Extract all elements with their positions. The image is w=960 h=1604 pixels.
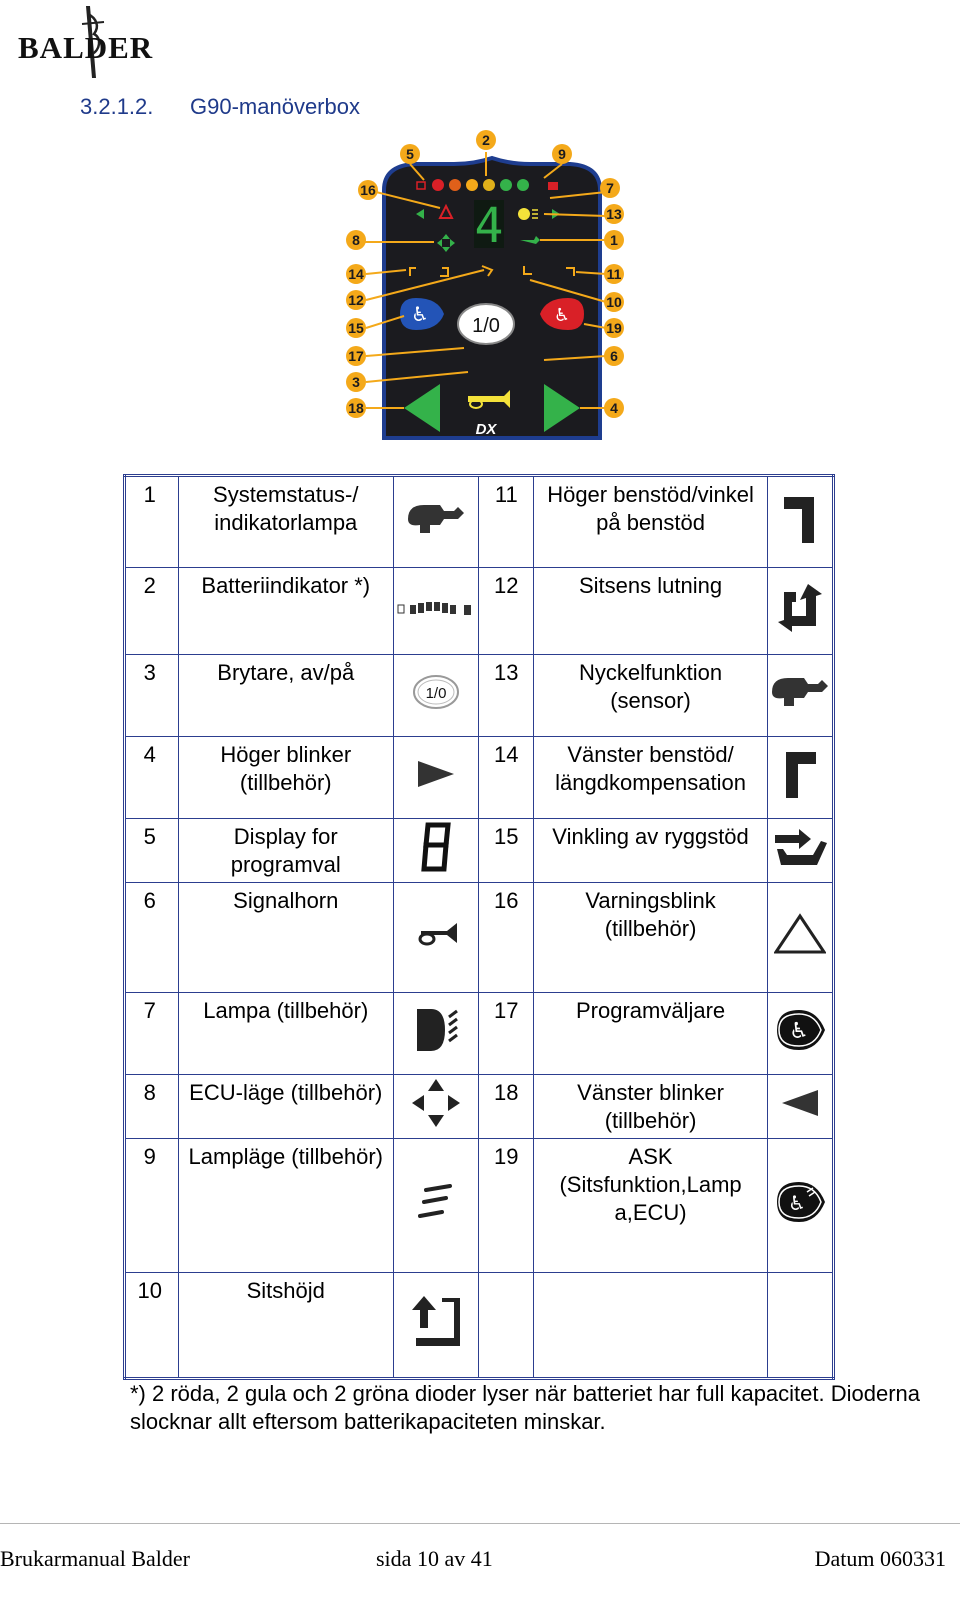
lamp-mode-icon	[416, 1182, 456, 1229]
key-icon	[768, 674, 832, 717]
control-panel-figure	[344, 128, 640, 454]
item-description: Brytare, av/på	[178, 655, 393, 737]
item-icon-cell	[768, 883, 834, 993]
callout-number: 11	[606, 266, 622, 282]
callout-number: 19	[606, 320, 622, 336]
footer-manual-title: Brukarmanual Balder	[0, 1546, 190, 1571]
item-number: 9	[125, 1139, 179, 1273]
callout-number: 17	[348, 348, 364, 364]
item-description: Lampläge (tillbehör)	[178, 1139, 393, 1273]
item-description: Höger blinker (tillbehör)	[178, 737, 393, 819]
item-icon-cell	[768, 819, 834, 883]
item-description: Display for programval	[178, 819, 393, 883]
item-number: 14	[479, 737, 534, 819]
svg-text:♿: ♿	[788, 1191, 806, 1215]
item-description: Systemstatus-/ indikatorlampa	[178, 476, 393, 568]
legend-row	[125, 568, 834, 655]
item-icon-cell	[393, 568, 479, 655]
callout-number: 18	[348, 400, 364, 416]
item-icon-cell	[393, 819, 479, 883]
item-description: Vänster blinker (tillbehör)	[534, 1075, 768, 1139]
item-icon-cell	[393, 883, 479, 993]
item-icon-cell	[393, 476, 479, 568]
legend-row	[125, 883, 834, 993]
callout-number: 10	[606, 294, 622, 310]
key-icon	[404, 501, 468, 544]
callout-number: 4	[610, 400, 618, 416]
item-number: 12	[479, 568, 534, 655]
left-leg-rest-icon	[780, 746, 820, 809]
callout-number: 16	[360, 182, 376, 198]
seat-height-icon	[410, 1294, 462, 1357]
logo-text: BALDER	[18, 30, 154, 65]
right-leg-rest-icon	[780, 491, 820, 554]
item-number: 15	[479, 819, 534, 883]
right-arrow-icon	[416, 759, 456, 796]
legend-row	[125, 476, 834, 568]
panel-digit: 4	[474, 198, 504, 254]
item-icon-cell	[393, 1139, 479, 1273]
item-number: 5	[125, 819, 179, 883]
item-icon-cell	[393, 655, 479, 737]
callout-number: 2	[482, 132, 490, 148]
item-icon-cell	[393, 737, 479, 819]
power-switch-icon	[411, 672, 461, 719]
legend-row	[125, 1273, 834, 1379]
seven-segment-icon	[418, 821, 454, 880]
wheelchair-button-icon	[773, 1006, 827, 1061]
callout-number: 6	[610, 348, 618, 364]
callout-number: 14	[348, 266, 364, 282]
item-description: Signalhorn	[178, 883, 393, 993]
left-arrow-icon	[780, 1088, 820, 1125]
item-icon-cell	[768, 1075, 834, 1139]
panel-power-label: 1/0	[472, 315, 500, 337]
callout-number: 9	[558, 146, 566, 162]
svg-text:♿: ♿	[553, 305, 571, 326]
panel-brand: DX	[475, 421, 497, 438]
callout-number: 5	[406, 146, 414, 162]
item-number: 2	[125, 568, 179, 655]
legend-row	[125, 819, 834, 883]
seat-tilt-icon	[774, 580, 826, 643]
item-number: 13	[479, 655, 534, 737]
footer-date: Datum 060331	[814, 1546, 946, 1571]
four-arrows-icon	[410, 1077, 462, 1136]
item-description: Vinkling av ryggstöd	[534, 819, 768, 883]
horn-icon	[411, 919, 461, 956]
item-number: 19	[479, 1139, 534, 1273]
item-number: 17	[479, 993, 534, 1075]
item-number: 16	[479, 883, 534, 993]
legend-row	[125, 737, 834, 819]
item-number: 18	[479, 1075, 534, 1139]
item-icon-cell	[768, 993, 834, 1075]
callout-number: 1	[610, 232, 618, 248]
item-description: Sitshöjd	[178, 1273, 393, 1379]
item-number: 10	[125, 1273, 179, 1379]
item-icon-cell	[768, 1273, 834, 1379]
svg-text:♿: ♿	[789, 1019, 809, 1044]
item-icon-cell	[393, 1273, 479, 1379]
callout-number: 12	[348, 292, 364, 308]
item-description	[534, 1273, 768, 1379]
item-number: 6	[125, 883, 179, 993]
g90-control-box-illustration	[344, 128, 640, 454]
callout-number: 8	[352, 232, 360, 248]
item-icon-cell	[768, 655, 834, 737]
battery-note: *) 2 röda, 2 gula och 2 gröna dioder lyser när batteriet har full kapacitet. Dioderna slocknar allt eftersom batterikapaciteten minskar.	[130, 1381, 921, 1434]
item-number: 4	[125, 737, 179, 819]
callout-number: 13	[606, 206, 622, 222]
legend-row	[125, 1139, 834, 1273]
item-description: ASK (Sitsfunktion,Lamp a,ECU)	[534, 1139, 768, 1273]
item-description: Höger benstöd/vinkel på benstöd	[534, 476, 768, 568]
warning-triangle-icon	[774, 912, 826, 963]
item-description: Sitsens lutning	[534, 568, 768, 655]
item-description: Vänster benstöd/ längdkompensation	[534, 737, 768, 819]
svg-text:1/0: 1/0	[425, 685, 447, 702]
legend-table	[123, 474, 835, 1380]
item-icon-cell	[768, 737, 834, 819]
item-icon-cell	[393, 1075, 479, 1139]
item-description: Batteriindikator *)	[178, 568, 393, 655]
legend-row	[125, 1075, 834, 1139]
item-description: Nyckelfunktion (sensor)	[534, 655, 768, 737]
item-number: 7	[125, 993, 179, 1075]
legend-row	[125, 655, 834, 737]
item-icon-cell	[768, 568, 834, 655]
section-heading	[80, 94, 360, 120]
item-description: Varningsblink (tillbehör)	[534, 883, 768, 993]
svg-text:♿: ♿	[411, 302, 429, 326]
section-title: G90-manöverbox	[190, 94, 360, 119]
item-description: Lampa (tillbehör)	[178, 993, 393, 1075]
section-number: 3.2.1.2.	[80, 94, 154, 119]
item-number	[479, 1273, 534, 1379]
seat-function-button-icon	[773, 1178, 827, 1233]
headlight-icon	[411, 1005, 461, 1062]
backrest-recline-icon	[773, 825, 827, 876]
balder-logo	[16, 4, 166, 80]
item-description: Programväljare	[534, 993, 768, 1075]
item-icon-cell	[768, 476, 834, 568]
item-icon-cell	[768, 1139, 834, 1273]
legend-row	[125, 993, 834, 1075]
item-number: 3	[125, 655, 179, 737]
callout-number: 3	[352, 374, 360, 390]
item-number: 8	[125, 1075, 179, 1139]
footer-page-number: sida 10 av 41	[376, 1546, 493, 1571]
item-number: 1	[125, 476, 179, 568]
item-icon-cell	[393, 993, 479, 1075]
battery-indicator-icon	[396, 597, 476, 626]
item-description: ECU-läge (tillbehör)	[178, 1075, 393, 1139]
callout-number: 7	[606, 180, 614, 196]
callout-number: 15	[348, 320, 364, 336]
item-number: 11	[479, 476, 534, 568]
footer-divider	[0, 1523, 960, 1524]
